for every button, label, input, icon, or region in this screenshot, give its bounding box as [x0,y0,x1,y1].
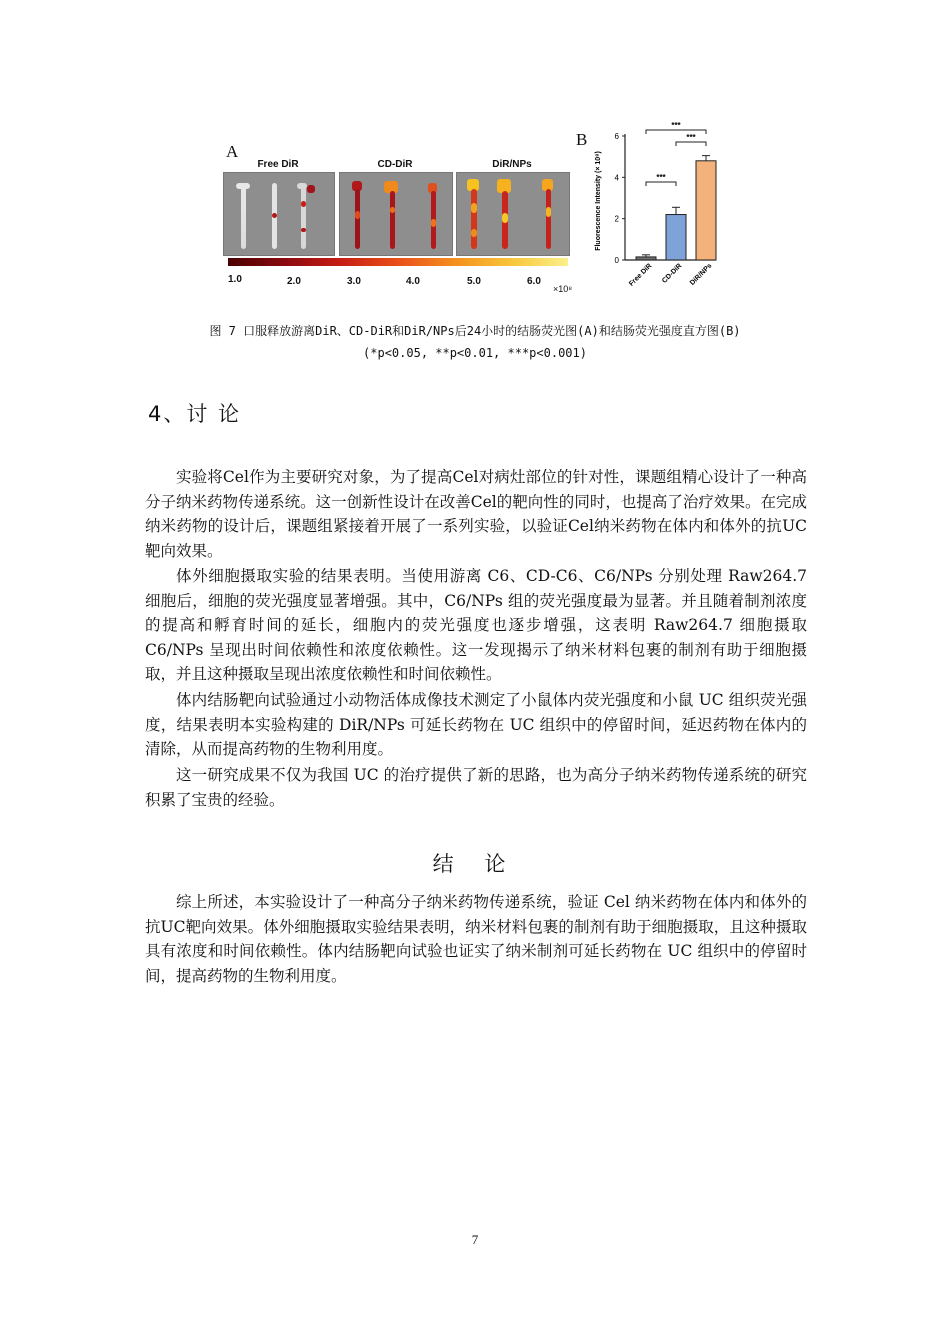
colorbar-tick: 1.0 [228,274,242,285]
y-tick-label: 0 [614,256,619,265]
x-tick-label: Free DiR [628,262,654,288]
significance-label: *** [656,173,666,182]
x-tick-label: DiR/NPs [688,262,714,287]
colorbar-unit: ×10⁸ [553,284,573,294]
conclusion-paragraph: 综上所述，本实验设计了一种高分子纳米药物传递系统，验证 Cel 纳米药物在体内和体外的抗UC靶向效果。体外细胞摄取实验结果表明，纳米材料包裹的制剂有助于细胞摄取，且这种摄取具有浓度和时间依赖性。体内结肠靶向试验也证实了纳米制剂可延长药物在 UC 组织中的停留时间，提高药物的生物利用度。 [145,893,807,985]
colorbar-tick: 2.0 [287,276,301,287]
colon-image-dir-nps [456,172,570,256]
significance-bracket [646,182,676,186]
panel-a-label: A [226,142,239,161]
group-title-free-dir: Free DiR [257,159,299,170]
colorbar-tick: 6.0 [527,276,541,287]
y-tick-label: 2 [614,214,619,224]
discussion-paragraph: 体外细胞摄取实验的结果表明。当使用游离 C6、CD-C6、C6/NPs 分别处理 Raw264.7 细胞后，细胞的荧光强度显著增强。其中，C6/NPs 组的荧光强度最为显著。并且随着制剂浓度的提高和孵育时间的延长，细胞内的荧光强度也逐步增强，这表明 Raw264.7 细胞摄取 C6/NPs 呈现出时间依赖性和浓度依赖性。这一发现揭示了纳米材料包裹的制剂有助于细胞摄取，并且这种摄取呈现出浓度依赖性和时间依赖性。 [145,567,807,684]
section-heading-conclusion: 结 论 [432,852,518,876]
colorbar-tick: 3.0 [347,276,361,287]
x-tick-label: CD-DiR [661,262,684,285]
bar [666,215,686,260]
colon-image-free-dir [223,172,335,256]
significance-label: *** [671,121,681,130]
significance-bracket [676,142,706,146]
bar [696,161,716,260]
y-tick-label: 4 [614,173,619,183]
figure-caption-significance: (*p<0.05, **p<0.01, ***p<0.001) [363,346,587,360]
colorbar-tick: 4.0 [406,276,420,287]
group-title-cd-dir: CD-DiR [377,159,413,170]
figure-caption: 图 7 口服释放游离DiR、CD-DiR和DiR/NPs后24小时的结肠荧光图(A)和结肠荧光强度直方图(B) [209,324,741,338]
y-tick-label: 6 [614,132,619,141]
discussion-paragraph: 实验将Cel作为主要研究对象，为了提高Cel对病灶部位的针对性，课题组精心设计了一种高分子纳米药物传递系统。这一创新性设计在改善Cel的靶向性的同时，也提高了治疗效果。在完成纳米药物的设计后，课题组紧接着开展了一系列实验，以验证Cel纳米药物在体内和体外的抗UC靶向效果。 [145,468,807,560]
y-axis-label: Fluorescence Intensity (× 10⁸) [595,151,602,251]
colon-image-cd-dir [339,172,453,256]
significance-label: *** [686,133,696,142]
group-title-dir-nps: DiR/NPs [492,159,532,170]
panel-b-label: B [576,130,588,149]
bar-chart [588,121,728,296]
page-number: 7 [471,1232,479,1247]
colorbar [228,258,568,266]
colorbar-tick: 5.0 [467,276,481,287]
discussion-paragraph: 体内结肠靶向试验通过小动物活体成像技术测定了小鼠体内荧光强度和小鼠 UC 组织荧光强度，结果表明本实验构建的 DiR/NPs 可延长药物在 UC 组织中的停留时间，延迟药物在体内的清除，从而提高药物的生物利用度。 [145,691,807,759]
bar [636,257,656,260]
significance-bracket [646,130,706,134]
discussion-paragraph: 这一研究成果不仅为我国 UC 的治疗提供了新的思路，也为高分子纳米药物传递系统的研究积累了宝贵的经验。 [145,766,807,809]
section-heading-discussion: 4、讨 论 [148,402,242,426]
